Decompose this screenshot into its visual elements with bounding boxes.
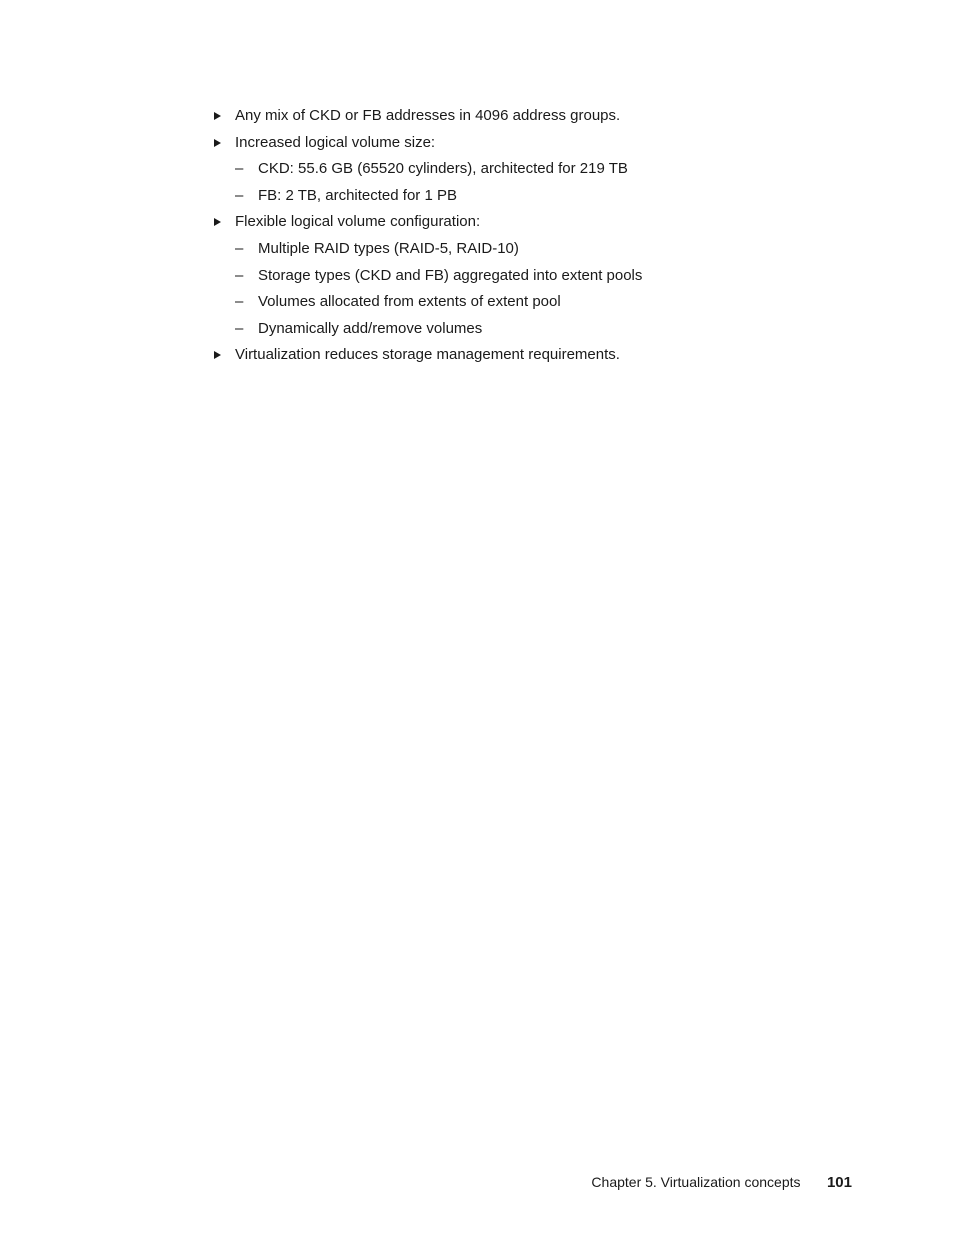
dash-marker: – — [235, 266, 244, 284]
bullet-text: Flexible logical volume configuration: — [235, 213, 481, 231]
dash-marker: – — [235, 239, 244, 257]
sub-bullet-item — [212, 183, 892, 210]
sub-bullet-item — [212, 236, 892, 263]
sub-bullet-text: Storage types (CKD and FB) aggregated into extent pools — [258, 266, 643, 284]
sub-bullet-item — [212, 156, 892, 183]
sub-bullet-text: FB: 2 TB, architected for 1 PB — [258, 186, 457, 204]
triangle-bullet-icon — [212, 103, 226, 130]
bullet-text: Virtualization reduces storage management requirements. — [235, 346, 620, 364]
bullet-item — [212, 130, 892, 157]
page-number: 101 — [826, 1174, 852, 1191]
sub-bullet-item — [212, 263, 892, 290]
page-content — [212, 103, 892, 369]
triangle-bullet-icon — [212, 342, 226, 369]
sub-bullet-text: CKD: 55.6 GB (65520 cylinders), architected for 219 TB — [258, 160, 628, 178]
sub-bullet-text: Multiple RAID types (RAID-5, RAID-10) — [258, 239, 519, 257]
bullet-item — [212, 209, 892, 236]
page-footer — [591, 1171, 852, 1193]
dash-marker: – — [235, 293, 244, 311]
sub-bullet-item — [212, 289, 892, 316]
triangle-bullet-icon — [212, 209, 226, 236]
dash-marker: – — [235, 319, 244, 337]
dash-marker: – — [235, 186, 244, 204]
sub-bullet-text: Dynamically add/remove volumes — [258, 319, 483, 337]
bullet-text: Increased logical volume size: — [235, 133, 436, 151]
chapter-title: Chapter 5. Virtualization concepts — [591, 1174, 801, 1190]
sub-bullet-item — [212, 316, 892, 343]
sub-bullet-text: Volumes allocated from extents of extent pool — [258, 293, 561, 311]
triangle-bullet-icon — [212, 130, 226, 157]
bullet-item — [212, 342, 892, 369]
bullet-text: Any mix of CKD or FB addresses in 4096 address groups. — [235, 107, 621, 124]
bullet-item — [212, 103, 892, 130]
dash-marker: – — [235, 160, 244, 178]
